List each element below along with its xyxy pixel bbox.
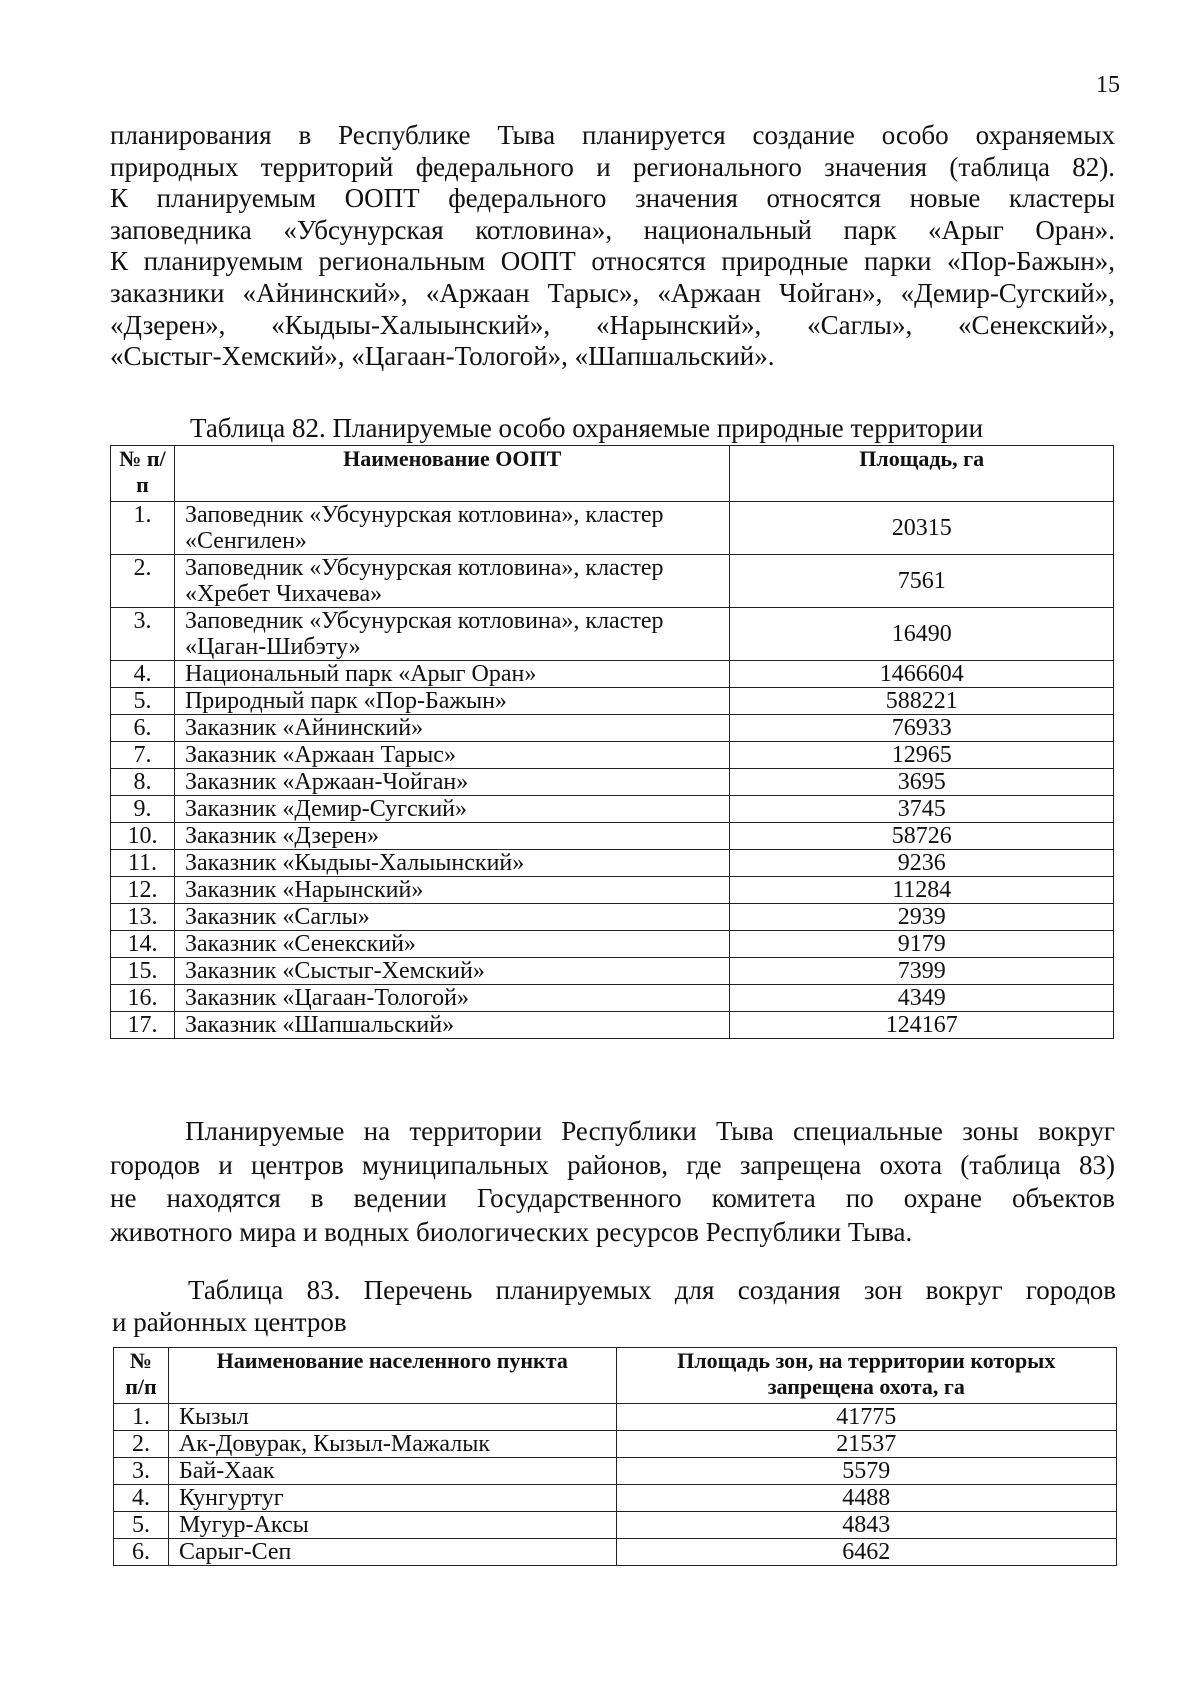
cell-area: 12965	[730, 742, 1114, 769]
intro-line: «Сыстыг-Хемский», «Цагаан-Тологой», «Шапшальский».	[110, 341, 775, 372]
intro-line: К планируемым региональным ООПТ относятся природные парки «Пор-Бажын»,	[110, 246, 1115, 277]
table-row	[111, 985, 1114, 1012]
cell-area: 7561	[730, 555, 1114, 608]
para2-line: городов и центров муниципальных районов, где запрещена охота (таблица 83)	[110, 1149, 1115, 1180]
intro-line: заповедника «Убсунурская котловина», национальный парк «Арыг Оран».	[110, 214, 1115, 245]
cell-area: 4349	[730, 985, 1114, 1012]
cell-area: 124167	[730, 1012, 1114, 1039]
table-row	[111, 958, 1114, 985]
para2-line: не находятся в ведении Государственного комитета по охране объектов	[110, 1183, 1115, 1213]
cell-num: 2.	[114, 1431, 169, 1458]
header-area: Площадь, га	[730, 446, 1114, 502]
cell-num: 7.	[111, 742, 175, 769]
header-num: № п/п	[114, 1348, 169, 1404]
cell-area: 11284	[730, 877, 1114, 904]
cell-name: Заказник «Кыдыы-Халыынский»	[174, 850, 729, 877]
cell-name: Ак-Довурак, Кызыл-Мажалык	[168, 1431, 616, 1458]
cell-num: 1.	[111, 502, 175, 555]
intro-line: заказники «Айнинский», «Аржаан Тарыс», «Аржаан Чойган», «Демир-Сугский»,	[110, 277, 1115, 308]
table-row	[111, 1012, 1114, 1039]
cell-num: 9.	[111, 796, 175, 823]
cell-area: 1466604	[730, 661, 1114, 688]
table-row	[111, 796, 1114, 823]
cell-area: 21537	[616, 1431, 1116, 1458]
table-row	[114, 1539, 1117, 1566]
intro-paragraph	[110, 120, 1115, 373]
para2-line: животного мира и водных биологических ресурсов Республики Тыва.	[110, 1216, 913, 1247]
cell-num: 16.	[111, 985, 175, 1012]
cell-name: Заповедник «Убсунурская котловина», кластер «Сенгилен»	[174, 502, 729, 555]
cell-num: 1.	[114, 1404, 169, 1431]
cell-num: 8.	[111, 769, 175, 796]
table82	[110, 445, 1114, 1039]
cell-num: 11.	[111, 850, 175, 877]
cell-num: 6.	[114, 1539, 169, 1566]
cell-name: Заповедник «Убсунурская котловина», кластер «Хребет Чихачева»	[174, 555, 729, 608]
cell-name: Заказник «Айнинский»	[174, 715, 729, 742]
cell-name: Кунгуртуг	[168, 1485, 616, 1512]
cell-num: 6.	[111, 715, 175, 742]
cell-num: 4.	[111, 661, 175, 688]
cell-num: 3.	[111, 608, 175, 661]
cell-area: 41775	[616, 1404, 1116, 1431]
cell-num: 13.	[111, 904, 175, 931]
table83	[113, 1347, 1117, 1566]
table-row	[111, 769, 1114, 796]
cell-area: 588221	[730, 688, 1114, 715]
table82-header-row	[111, 446, 1114, 502]
table-row	[114, 1485, 1117, 1512]
cell-area: 5579	[616, 1458, 1116, 1485]
cell-name: Кызыл	[168, 1404, 616, 1431]
cell-area: 20315	[730, 502, 1114, 555]
table83-header-row	[114, 1348, 1117, 1404]
table-row	[114, 1512, 1117, 1539]
cell-area: 16490	[730, 608, 1114, 661]
table-row	[111, 931, 1114, 958]
cell-num: 17.	[111, 1012, 175, 1039]
table-row	[114, 1431, 1117, 1458]
cell-area: 3695	[730, 769, 1114, 796]
cell-num: 14.	[111, 931, 175, 958]
cell-area: 4843	[616, 1512, 1116, 1539]
cell-area: 4488	[616, 1485, 1116, 1512]
table-row	[111, 502, 1114, 555]
cell-num: 4.	[114, 1485, 169, 1512]
cell-num: 12.	[111, 877, 175, 904]
intro-line: «Дзерен», «Кыдыы-Халыынский», «Нарынский», «Саглы», «Сенекский»,	[110, 309, 1115, 340]
table-row	[111, 608, 1114, 661]
cell-name: Национальный парк «Арыг Оран»	[174, 661, 729, 688]
intro-line: К планируемым ООПТ федерального значения относятся новые кластеры	[110, 183, 1115, 214]
cell-num: 3.	[114, 1458, 169, 1485]
cell-area: 76933	[730, 715, 1114, 742]
cell-num: 2.	[111, 555, 175, 608]
cell-name: Природный парк «Пор-Бажын»	[174, 688, 729, 715]
cell-num: 5.	[114, 1512, 169, 1539]
cell-name: Заказник «Шапшальский»	[174, 1012, 729, 1039]
table-row	[114, 1404, 1117, 1431]
cell-name: Заказник «Сенекский»	[174, 931, 729, 958]
cell-name: Заказник «Саглы»	[174, 904, 729, 931]
header-name: Наименование ООПТ	[174, 446, 729, 502]
table-row	[111, 715, 1114, 742]
table-row	[111, 850, 1114, 877]
intro-line: природных территорий федерального и регионального значения (таблица 82).	[110, 151, 1115, 182]
table82-caption: Таблица 82. Планируемые особо охраняемые природные территории	[190, 413, 984, 443]
cell-name: Заказник «Цагаан-Тологой»	[174, 985, 729, 1012]
table-row	[114, 1458, 1117, 1485]
cell-area: 6462	[616, 1539, 1116, 1566]
cell-area: 3745	[730, 796, 1114, 823]
table-row	[111, 555, 1114, 608]
table-row	[111, 661, 1114, 688]
cell-name: Мугур-Аксы	[168, 1512, 616, 1539]
cell-name: Заказник «Аржаан Тарыс»	[174, 742, 729, 769]
table83-caption-line2: и районных центров	[112, 1307, 347, 1337]
header-name: Наименование населенного пункта	[168, 1348, 616, 1404]
cell-area: 7399	[730, 958, 1114, 985]
cell-area: 9236	[730, 850, 1114, 877]
cell-num: 15.	[111, 958, 175, 985]
para2-line: Планируемые на территории Республики Тыва специальные зоны вокруг	[185, 1116, 1115, 1146]
paragraph-2	[110, 1115, 1115, 1249]
cell-area: 2939	[730, 904, 1114, 931]
header-num: № п/п	[111, 446, 175, 502]
page-number: 15	[1096, 72, 1120, 98]
cell-name: Бай-Хаак	[168, 1458, 616, 1485]
cell-name: Заказник «Нарынский»	[174, 877, 729, 904]
table83-caption-line1: Таблица 83. Перечень планируемых для создания зон вокруг городов	[188, 1275, 1116, 1305]
cell-area: 58726	[730, 823, 1114, 850]
table-row	[111, 688, 1114, 715]
cell-num: 10.	[111, 823, 175, 850]
table-row	[111, 742, 1114, 769]
cell-name: Заказник «Сыстыг-Хемский»	[174, 958, 729, 985]
table-row	[111, 904, 1114, 931]
cell-name: Заказник «Демир-Сугский»	[174, 796, 729, 823]
intro-line: планирования в Республике Тыва планируется создание особо охраняемых	[110, 120, 1115, 150]
cell-name: Заказник «Дзерен»	[174, 823, 729, 850]
cell-name: Сарыг-Сеп	[168, 1539, 616, 1566]
table-row	[111, 823, 1114, 850]
table-row	[111, 877, 1114, 904]
cell-area: 9179	[730, 931, 1114, 958]
cell-name: Заказник «Аржаан-Чойган»	[174, 769, 729, 796]
cell-num: 5.	[111, 688, 175, 715]
cell-name: Заповедник «Убсунурская котловина», кластер «Цаган-Шибэту»	[174, 608, 729, 661]
header-area: Площадь зон, на территории которых запрещена охота, га	[616, 1348, 1116, 1404]
